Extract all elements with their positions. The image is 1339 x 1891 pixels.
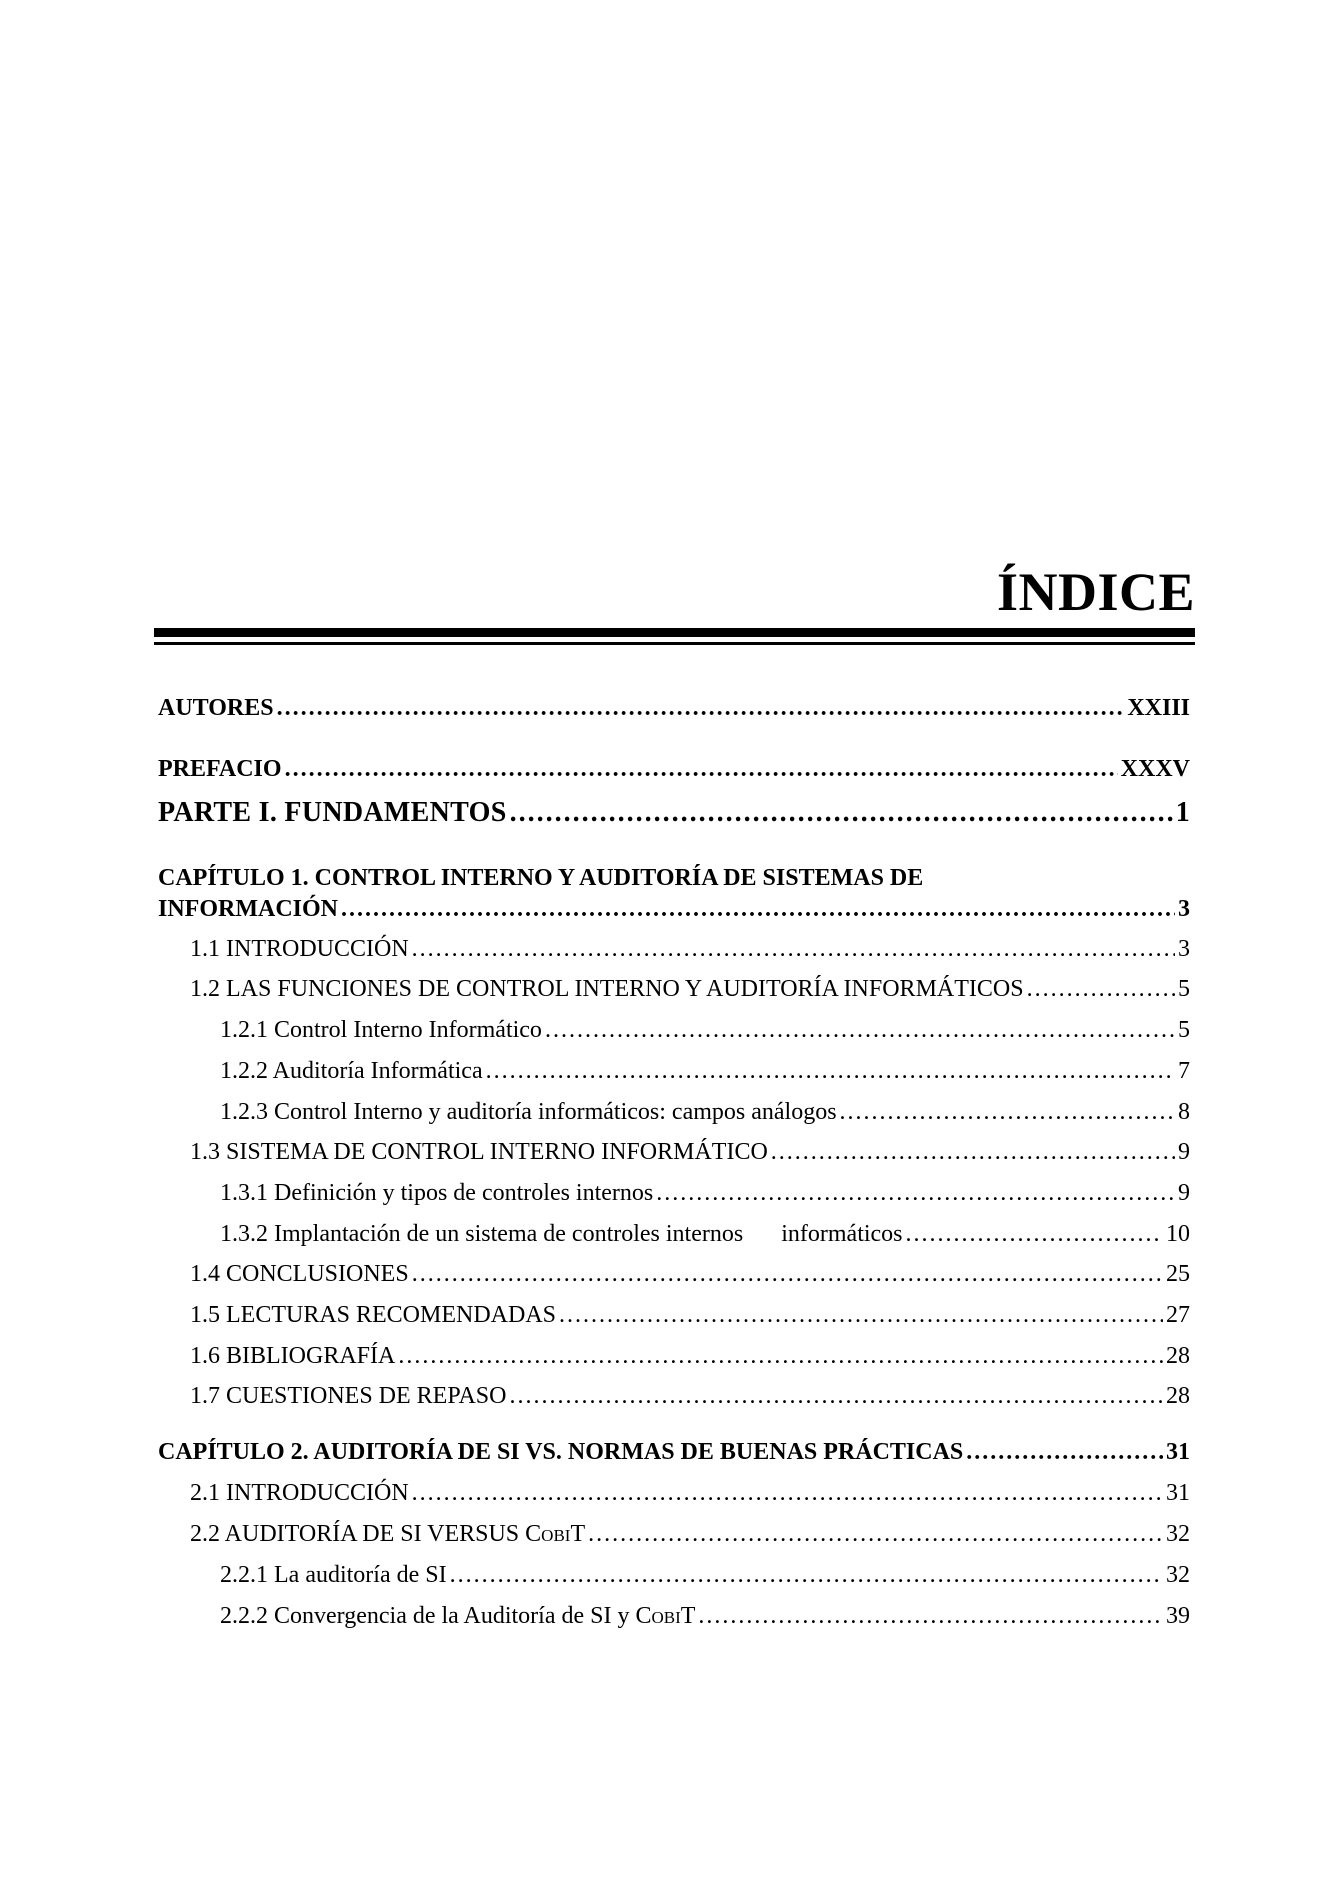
toc-entry-1-3-2[interactable] [220, 1221, 1190, 1248]
toc-entry-1-3-1[interactable] [220, 1180, 1190, 1207]
toc-label [220, 1221, 903, 1248]
dot-leader [656, 1180, 1175, 1207]
dot-leader [966, 1439, 1163, 1466]
toc-entry-1-2-2[interactable] [220, 1058, 1190, 1085]
dot-leader [341, 896, 1175, 923]
toc-page-number: 32 [1166, 1521, 1190, 1547]
toc-entry-1-1[interactable] [190, 936, 1190, 963]
toc-page-number: 28 [1166, 1383, 1190, 1409]
toc-label: 2.2.1 La auditoría de SI [220, 1562, 447, 1588]
dot-leader [840, 1099, 1175, 1126]
toc-page-number: 10 [1166, 1221, 1190, 1247]
toc-entry-2-2-2[interactable] [220, 1603, 1190, 1630]
dot-leader [412, 1261, 1163, 1288]
toc-label: INFORMACIÓN [158, 896, 338, 922]
toc-page-number: 7 [1178, 1058, 1190, 1084]
toc-label [190, 1521, 585, 1548]
toc-entry-prefacio[interactable] [158, 756, 1190, 783]
toc-page-number: 31 [1166, 1480, 1190, 1506]
dot-leader [906, 1221, 1163, 1248]
toc-chapter-1-line1[interactable]: CAPÍTULO 1. CONTROL INTERNO Y AUDITORÍA DE SISTEMAS DE [158, 865, 924, 891]
dot-leader [510, 797, 1173, 829]
toc-label: PARTE I. FUNDAMENTOS [158, 797, 507, 828]
dot-leader [545, 1017, 1175, 1044]
dot-leader [486, 1058, 1175, 1085]
toc-label: 1.4 CONCLUSIONES [190, 1261, 409, 1287]
toc-label: 1.1 INTRODUCCIÓN [190, 936, 409, 962]
dot-leader [412, 936, 1175, 963]
title-rule-thick [154, 628, 1195, 637]
page-title: ÍNDICE [996, 562, 1195, 622]
toc-page-number: XXXV [1120, 756, 1190, 782]
dot-leader [398, 1343, 1163, 1370]
dot-leader [588, 1521, 1163, 1548]
toc-label-part: 1.3.2 Implantación de un sistema de controles internos [220, 1221, 744, 1247]
toc-entry-1-6[interactable] [190, 1343, 1190, 1370]
dot-leader [412, 1480, 1163, 1507]
toc-label: 2.1 INTRODUCCIÓN [190, 1480, 409, 1506]
toc-label-part: 2.2 AUDITORÍA DE SI VERSUS [190, 1521, 526, 1547]
toc-entry-chapter-1[interactable] [158, 896, 1190, 923]
toc-page-number: 3 [1178, 936, 1190, 962]
toc-entry-autores[interactable] [158, 695, 1190, 722]
toc-label-smallcaps: CobiT [525, 1521, 586, 1547]
toc-entry-2-2[interactable] [190, 1521, 1190, 1548]
toc-label: 1.2.3 Control Interno y auditoría informáticos: campos análogos [220, 1099, 837, 1125]
dot-leader [559, 1302, 1163, 1329]
toc-page-number: 27 [1166, 1302, 1190, 1328]
toc-entry-1-2-3[interactable] [220, 1099, 1190, 1126]
toc-label: 1.7 CUESTIONES DE REPASO [190, 1383, 507, 1409]
toc-entry-2-2-1[interactable] [220, 1562, 1190, 1589]
toc-page-number: 32 [1166, 1562, 1190, 1588]
dot-leader [698, 1603, 1163, 1630]
toc-entry-1-2-1[interactable] [220, 1017, 1190, 1044]
toc-page-number: 9 [1178, 1139, 1190, 1165]
toc-entry-1-7[interactable] [190, 1383, 1190, 1410]
toc-label: PREFACIO [158, 756, 282, 782]
toc-page-number: 8 [1178, 1099, 1190, 1125]
toc-page-number: XXIII [1127, 695, 1190, 721]
toc-page-number: 5 [1178, 976, 1190, 1002]
toc-label: 1.2 LAS FUNCIONES DE CONTROL INTERNO Y AUDITORÍA INFORMÁTICOS [190, 976, 1024, 1002]
dot-leader [450, 1562, 1163, 1589]
toc-entry-1-3[interactable] [190, 1139, 1190, 1166]
toc-entry-2-1[interactable] [190, 1480, 1190, 1507]
dot-leader [277, 695, 1125, 722]
toc-label: CAPÍTULO 2. AUDITORÍA DE SI VS. NORMAS DE BUENAS PRÁCTICAS [158, 1439, 964, 1465]
toc-page-number: 9 [1178, 1180, 1190, 1206]
toc-page-number: 39 [1166, 1603, 1190, 1629]
toc-label: AUTORES [158, 695, 274, 721]
toc-entry-1-2[interactable] [190, 976, 1190, 1003]
toc-entry-parte-1[interactable] [158, 797, 1190, 829]
dot-leader [771, 1139, 1175, 1166]
toc-label: 1.3 SISTEMA DE CONTROL INTERNO INFORMÁTICO [190, 1139, 768, 1165]
dot-leader [285, 756, 1118, 783]
dot-leader [1027, 976, 1175, 1003]
toc-label: 1.2.1 Control Interno Informático [220, 1017, 542, 1043]
toc-entry-1-5[interactable] [190, 1302, 1190, 1329]
toc-label: 1.5 LECTURAS RECOMENDADAS [190, 1302, 557, 1328]
toc-page-number: 25 [1166, 1261, 1190, 1287]
toc-label-part: informáticos [781, 1221, 903, 1247]
toc-entry-1-4[interactable] [190, 1261, 1190, 1288]
toc-label: 1.6 BIBLIOGRAFÍA [190, 1343, 396, 1369]
toc-page-number: 5 [1178, 1017, 1190, 1043]
title-rule-thin [154, 642, 1195, 645]
toc-label-smallcaps: CobiT [635, 1603, 696, 1629]
toc-label: 1.2.2 Auditoría Informática [220, 1058, 483, 1084]
toc-page-number: 31 [1166, 1439, 1190, 1465]
toc-page-number: 28 [1166, 1343, 1190, 1369]
dot-leader [510, 1383, 1164, 1410]
toc-page-number: 1 [1175, 797, 1190, 828]
toc-entry-chapter-2[interactable] [158, 1439, 1190, 1466]
toc-label [220, 1603, 695, 1630]
toc-label: 1.3.1 Definición y tipos de controles internos [220, 1180, 654, 1206]
toc-page-number: 3 [1178, 896, 1190, 922]
toc-label-part: 2.2.2 Convergencia de la Auditoría de SI y [220, 1603, 636, 1629]
